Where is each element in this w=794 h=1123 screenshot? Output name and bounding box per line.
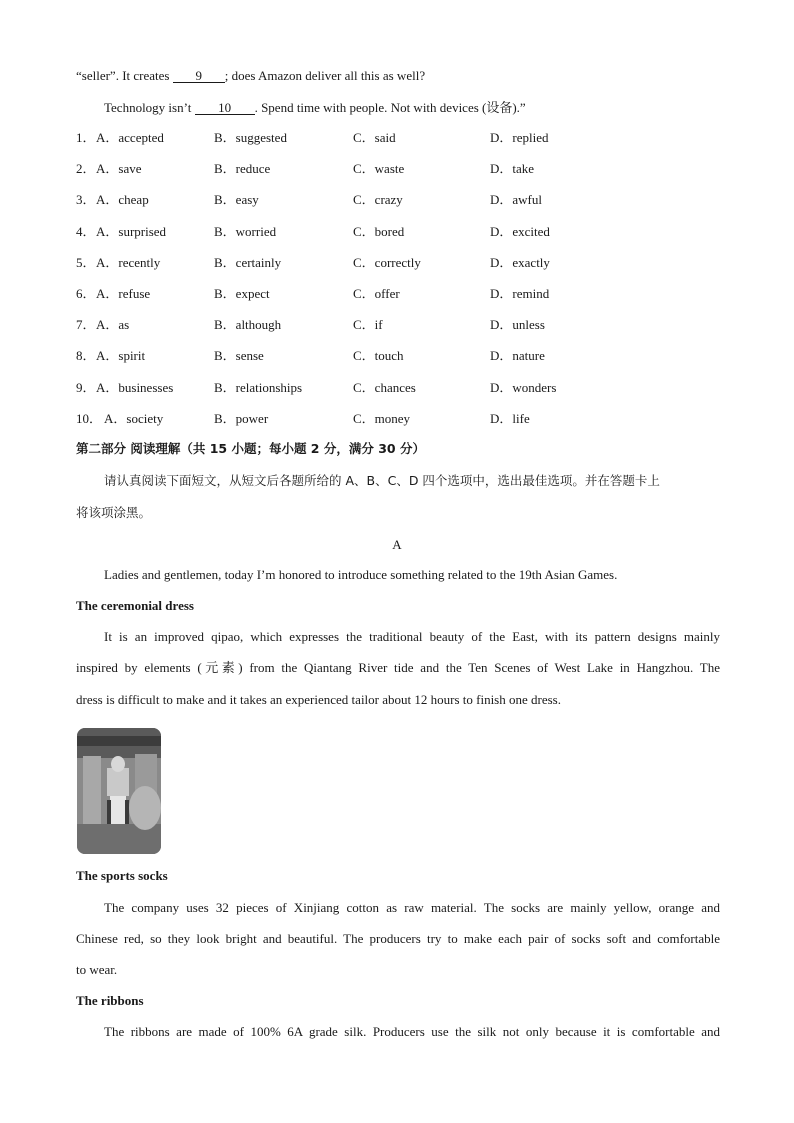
option-c: C．money	[353, 410, 411, 426]
blank-10: 10	[195, 101, 255, 115]
option-a: A．cheap	[96, 192, 149, 208]
option-d: D．nature	[490, 348, 545, 364]
option-row	[76, 130, 716, 146]
option-c: C．offer	[353, 286, 400, 301]
option-c: C．crazy	[353, 192, 403, 208]
option-b: B．power	[214, 410, 269, 426]
dress-paragraph-line-3: dress is difficult to make and it takes an experienced tailor about 12 hours to finish one dress.	[76, 692, 561, 707]
socks-paragraph-line-2: Chinese red, so they look bright and beautiful. The producers try to make each pair of socks soft and comfortable	[76, 931, 720, 946]
option-c: C．said	[353, 130, 396, 145]
option-c: C．bored	[353, 223, 405, 239]
option-c: C．if	[353, 317, 383, 333]
question-number: 1．	[76, 130, 96, 145]
option-a: A．accepted	[96, 130, 164, 145]
option-d: D．wonders	[490, 379, 557, 395]
option-b: B．suggested	[214, 130, 287, 145]
option-b: B．certainly	[214, 254, 282, 270]
option-d: D．life	[490, 410, 530, 426]
option-a: A．spirit	[96, 348, 146, 364]
option-a: A．surprised	[96, 223, 167, 239]
part2-heading: 第二部分 阅读理解（共 15 小题；每小题 2 分，满分 30 分）	[76, 441, 425, 456]
option-a: A．as	[96, 317, 130, 333]
option-d: D．unless	[490, 317, 545, 333]
ribbons-paragraph-line-1: The ribbons are made of 100% 6A grade silk. Producers use the silk not only because it is comfortable and	[104, 1024, 720, 1039]
dress-photo	[77, 728, 161, 854]
option-a: A．refuse	[96, 286, 151, 301]
option-b: B．sense	[214, 348, 264, 364]
ribbons-title: The ribbons	[76, 993, 144, 1008]
dress-title: The ceremonial dress	[76, 598, 194, 613]
option-row	[76, 224, 716, 240]
socks-title: The sports socks	[76, 868, 168, 883]
option-c: C．touch	[353, 348, 404, 364]
option-c: C．correctly	[353, 254, 421, 270]
instruction-line-2: 将该项涂黑。	[76, 505, 152, 520]
question-number: 9．	[76, 379, 96, 395]
option-b: B．expect	[214, 286, 270, 301]
passage-text: . Spend time with people. Not with devices (设备).”	[254, 100, 526, 115]
dress-paragraph-line-1: It is an improved qipao, which expresses the traditional beauty of the East, with its pattern designs mainly	[104, 629, 720, 644]
option-a: A．recently	[96, 254, 161, 270]
blank-9: 9	[173, 69, 225, 83]
option-row	[76, 411, 716, 427]
passage-text: ; does Amazon deliver all this as well?	[224, 68, 426, 83]
option-d: D．exactly	[490, 254, 550, 270]
option-row	[76, 317, 716, 333]
socks-paragraph-line-3: to wear.	[76, 962, 118, 977]
question-number: 3．	[76, 192, 96, 208]
dress-paragraph-line-2: inspired by elements (元素) from the Qiantang River tide and the Ten Scenes of West Lake in Hangzhou. The	[76, 660, 720, 675]
question-number: 5．	[76, 254, 96, 270]
question-number: 2．	[76, 161, 96, 177]
option-d: D．awful	[490, 192, 542, 208]
option-row	[76, 255, 716, 271]
passage-text: “seller”. It creates	[76, 68, 173, 83]
option-row	[76, 380, 716, 396]
passage-line-1	[76, 68, 720, 84]
socks-paragraph-line-1: The company uses 32 pieces of Xinjiang cotton as raw material. The socks are mainly yellow, orange and	[104, 900, 720, 915]
option-b: B．easy	[214, 192, 259, 208]
option-a: A．save	[96, 161, 142, 177]
option-c: C．chances	[353, 379, 416, 395]
option-row	[76, 192, 716, 208]
option-a: A．businesses	[96, 379, 174, 395]
option-d: D．remind	[490, 286, 550, 301]
passage-text: Technology isn’t	[104, 100, 195, 115]
option-b: B．worried	[214, 223, 277, 239]
question-number: 4．	[76, 223, 96, 239]
question-number: 6．	[76, 286, 96, 301]
question-number: 7．	[76, 317, 96, 333]
option-d: D．take	[490, 161, 535, 177]
option-row	[76, 286, 716, 302]
option-b: B．relationships	[214, 379, 303, 395]
option-a: A．society	[104, 410, 164, 426]
dress-photo-image	[77, 728, 161, 854]
instruction-line-1: 请认真阅读下面短文，从短文后各题所给的 A、B、C、D 四个选项中，选出最佳选项。并在答题卡上	[104, 473, 660, 488]
option-b: B．reduce	[214, 161, 271, 177]
option-d: D．replied	[490, 130, 549, 145]
question-number: 8．	[76, 348, 96, 364]
section-label: A	[392, 537, 402, 552]
option-row	[76, 348, 716, 364]
option-b: B．although	[214, 317, 282, 333]
option-c: C．waste	[353, 161, 405, 177]
passage-line-2	[104, 100, 720, 116]
question-number: 10．	[76, 410, 103, 426]
option-row	[76, 161, 716, 177]
intro-text: Ladies and gentlemen, today I’m honored to introduce something related to the 19th Asian Games.	[104, 567, 618, 582]
option-d: D．excited	[490, 223, 550, 239]
